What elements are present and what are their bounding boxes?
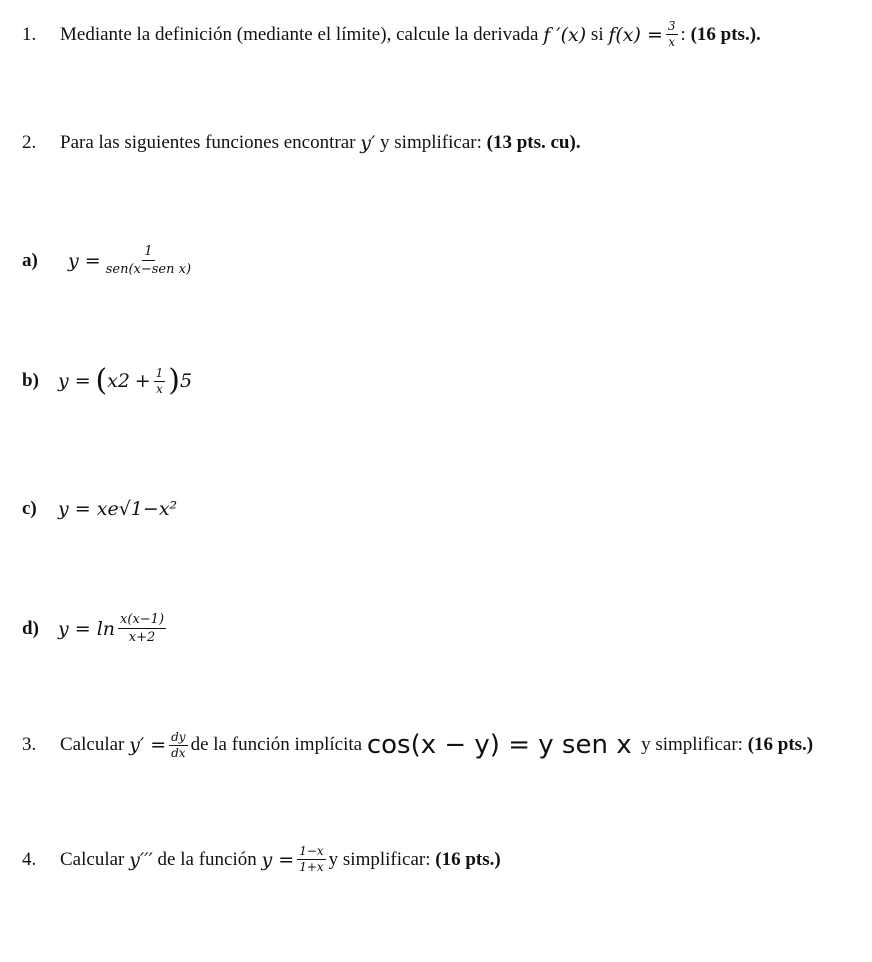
item-c: c) y = xe √1−x² bbox=[0, 498, 872, 520]
question-2-number: 2. bbox=[22, 132, 37, 153]
item-b-label: b) bbox=[22, 370, 39, 391]
item-a-fraction bbox=[104, 244, 193, 277]
item-b-plus: + bbox=[134, 370, 151, 392]
item-b-fraction bbox=[154, 367, 166, 396]
question-1-fprime: f ′(x) bbox=[543, 23, 587, 46]
question-3-text-b: de la función implícita bbox=[190, 734, 363, 755]
question-4 bbox=[0, 845, 872, 874]
item-b-base: x bbox=[107, 370, 118, 392]
question-3-num: dy bbox=[171, 729, 186, 744]
item-b-num: 1 bbox=[155, 365, 164, 380]
item-b-lhs: y = bbox=[58, 370, 91, 392]
question-4-den: 1+x bbox=[299, 860, 324, 874]
question-1-fx: f(x) = bbox=[608, 23, 663, 46]
item-d-label: d) bbox=[22, 617, 39, 639]
question-4-number: 4. bbox=[22, 848, 37, 870]
item-b: b) y = ( x 2 + $\frac{1}{x}$ ) 5 bbox=[0, 366, 872, 396]
question-2-text: Para las siguientes funciones encontrar bbox=[60, 132, 356, 153]
question-2-points: (13 pts. cu). bbox=[486, 132, 581, 153]
question-4-text-b: de la función bbox=[157, 848, 257, 870]
question-4-lhs: y = bbox=[261, 848, 295, 871]
question-1 bbox=[0, 20, 872, 49]
item-a-label: a) bbox=[22, 249, 38, 271]
question-4-points: (16 pts.) bbox=[435, 848, 501, 870]
question-3-den: dx bbox=[171, 745, 186, 760]
question-4-ytriple: y′′′ bbox=[129, 848, 153, 871]
item-a-lhs: y = bbox=[68, 249, 101, 272]
item-a bbox=[0, 244, 872, 277]
item-b-den: x bbox=[156, 381, 163, 396]
item-a-num: 1 bbox=[144, 244, 153, 259]
right-paren-icon: ) bbox=[168, 363, 181, 398]
item-d-num: x(x−1) bbox=[120, 612, 165, 627]
item-c-label: c) bbox=[22, 498, 37, 519]
question-1-frac-num: 3 bbox=[667, 19, 676, 33]
question-4-fraction bbox=[297, 845, 325, 874]
item-d-den: x+2 bbox=[128, 630, 156, 645]
item-a-den: sen(x−sen x) bbox=[105, 262, 192, 277]
item-d-fraction bbox=[118, 612, 166, 645]
question-1-text: Mediante la definición (mediante el límite), calcule la derivada bbox=[60, 23, 539, 45]
question-3-fraction bbox=[169, 731, 187, 760]
question-1-frac-den: x bbox=[668, 35, 676, 49]
item-c-lhs: y = xe bbox=[58, 498, 119, 520]
question-1-colon: : bbox=[680, 23, 686, 45]
question-1-fraction bbox=[666, 20, 678, 49]
question-2 bbox=[0, 132, 872, 154]
left-paren-icon: ( bbox=[95, 363, 108, 398]
question-3-text-c: y simplificar: bbox=[641, 734, 743, 755]
item-d-lhs: y = ln bbox=[58, 617, 116, 640]
question-3 bbox=[0, 730, 872, 760]
question-4-text: Calcular bbox=[60, 848, 125, 870]
question-3-number: 3. bbox=[22, 734, 37, 755]
question-4-num: 1−x bbox=[299, 844, 324, 858]
question-3-yprime: y′ = bbox=[129, 734, 167, 756]
item-d bbox=[0, 612, 872, 645]
question-1-number: 1. bbox=[22, 23, 37, 45]
question-4-text-c: y simplificar: bbox=[328, 848, 431, 870]
question-2-yprime: y′ bbox=[360, 132, 376, 154]
question-1-si: si bbox=[590, 23, 604, 45]
question-3-equation: cos(x − y) = y sen x bbox=[366, 730, 632, 760]
question-3-points: (16 pts.) bbox=[747, 734, 814, 755]
question-2-text-b: y simplificar: bbox=[380, 132, 482, 153]
question-1-points: (16 pts.). bbox=[690, 23, 761, 45]
question-3-text: Calcular bbox=[60, 734, 125, 755]
